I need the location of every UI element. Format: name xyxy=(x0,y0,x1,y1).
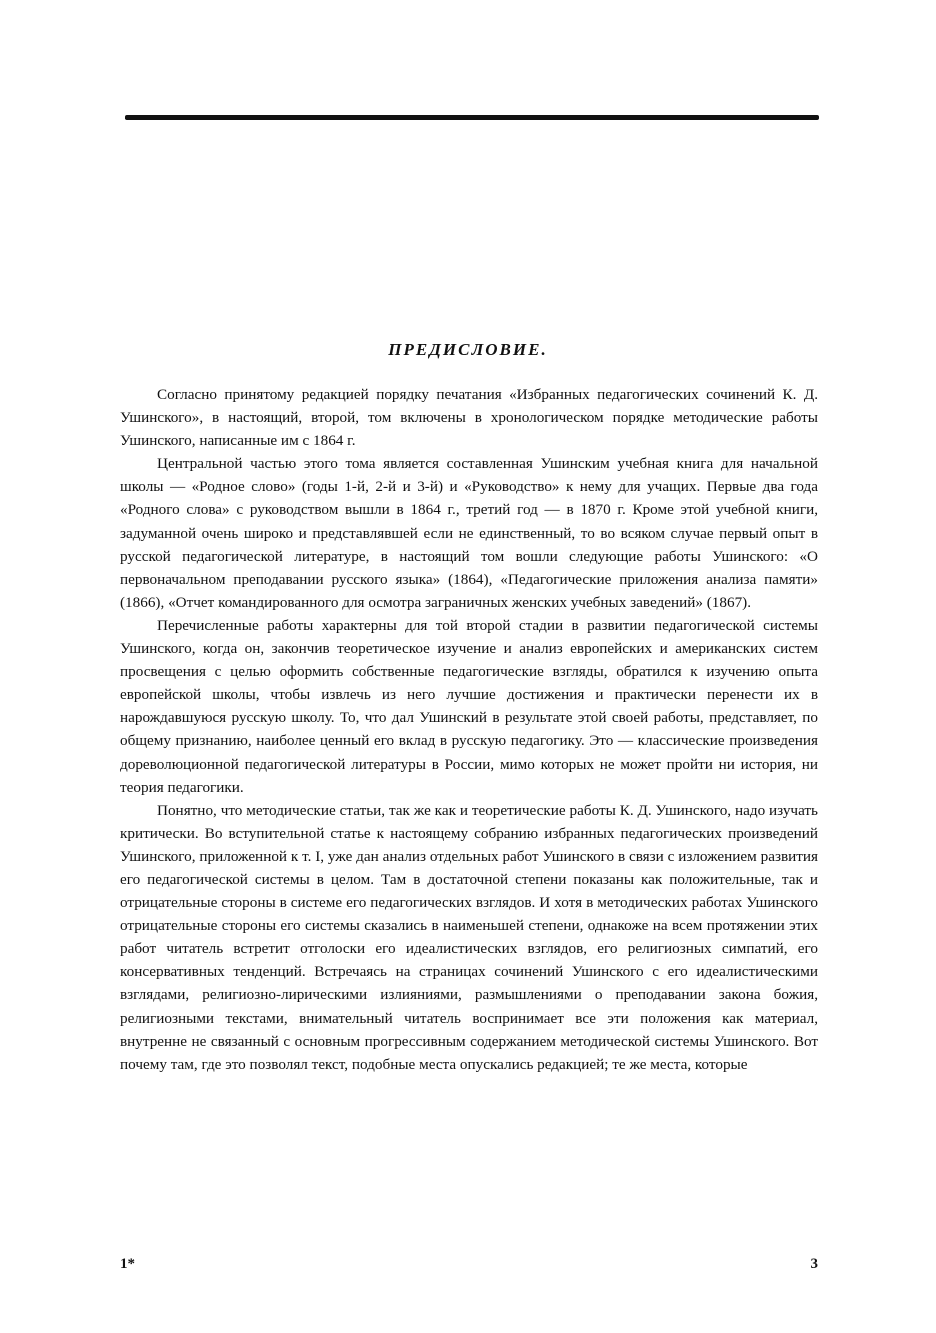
top-rule-divider xyxy=(125,115,819,120)
paragraph: Согласно принятому редакцией порядку печатания «Избранных педагогических сочинений К. Д. Ушинского», в настоящий, второй, том включены в хронологическом порядке методические работы Ушинского, написанные им с 1864 г. xyxy=(120,386,818,450)
page-heading: ПРЕДИСЛОВИЕ. xyxy=(388,340,548,359)
paragraph: Центральной частью этого тома является составленная Ушинским учебная книга для начальной школы — «Родное слово» (годы 1-й, 2-й и 3-й) и «Руководство» к нему для учащих. Первые два года «Родного слова» с руководством вышли в 1864 г., третий год — в 1870 г. Кроме этой учебной книги, задуманной очень широко и представлявшей если не единственный, то во всяком случае первый опыт в русской педагогической литературе, в настоящий том вошли следующие работы Ушинского: «О первоначальном преподавании русского языка» (1864), «Педагогические приложения анализа памяти» (1866), «Отчет командированного для осмотра заграничных женских учебных заведений» (1867). xyxy=(120,455,818,611)
page-number: 3 xyxy=(810,1256,818,1272)
printer-signature: 1* xyxy=(120,1256,135,1272)
body-text xyxy=(120,383,818,1076)
paragraph: Понятно, что методические статьи, так же как и теоретические работы К. Д. Ушинского, надо изучать критически. Во вступительной статье к настоящему собранию избранных педагогических произведений Ушинского, приложенной к т. I, уже дан анализ отдельных работ Ушинского в связи с изложением развития его педагогической системы в целом. Там в достаточной степени показаны как положительные, так и отрицательные стороны в системе его педагогических взглядов. И хотя в методических работах Ушинского отрицательные стороны его системы сказались в наименьшей степени, однакоже на всем протяжении этих работ читатель встретит отголоски его идеалистических взглядов, его религиозных симпатий, его консервативных тенденций. Встречаясь на страницах сочинений Ушинского с его идеалистическими взглядами, религиозно-лирическими излияниями, размышлениями о преподавании закона божия, религиозными текстами, внимательный читатель воспринимает все эти положения как материал, внутренне не связанный с основным прогрессивным содержанием методической системы Ушинского. Вот почему там, где это позволял текст, подобные места опускались редакцией; те же места, которые xyxy=(120,801,818,1073)
paragraph: Перечисленные работы характерны для той второй стадии в развитии педагогической системы Ушинского, когда он, закончив теоретическое изучение и анализ европейских и американских систем просвещения с целью оформить собственные педагогические взгляды, обратился к изучению опыта европейской школы, чтобы извлечь из него лучшие достижения и практически перенести их в нарождавшуюся русскую школу. То, что дал Ушинский в результате этой своей работы, представляет, по общему признанию, наиболее ценный его вклад в русскую педагогику. Это — классические произведения дореволюционной педагогической литературы в России, мимо которых не может пройти ни история, ни теория педагогики. xyxy=(120,616,818,796)
